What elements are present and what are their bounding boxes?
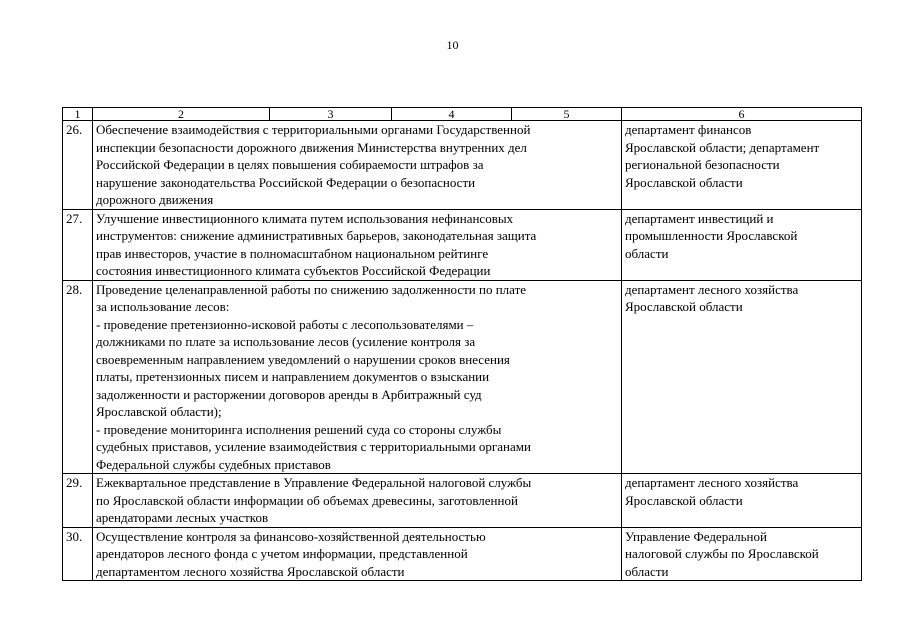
table-row <box>63 209 862 280</box>
table-row <box>63 280 862 474</box>
row-number: 29. <box>63 474 93 528</box>
responsible-department: департамент инвестиций и промышленности Ярославской области <box>622 209 862 280</box>
responsible-department: департамент финансов Ярославской области; департамент региональной безопасности Ярославской области <box>622 121 862 210</box>
row-number: 26. <box>63 121 93 210</box>
row-number: 30. <box>63 527 93 581</box>
row-number: 27. <box>63 209 93 280</box>
table-row <box>63 121 862 210</box>
column-header: 6 <box>622 108 862 121</box>
measure-description: Ежеквартальное представление в Управление Федеральной налоговой службы по Ярославской области информации об объемах древесины, заготовленной арендаторами лесных участков <box>93 474 622 528</box>
responsible-department: Управление Федеральной налоговой службы по Ярославской области <box>622 527 862 581</box>
column-header: 5 <box>512 108 622 121</box>
column-header: 3 <box>270 108 392 121</box>
measure-description: Обеспечение взаимодействия с территориальными органами Государственной инспекции безопасности дорожного движения Министерства внутренних дел Российской Федерации в целях повышения собираемости штрафов за нарушение законодательства Российской Федерации о безопасности дорожного движения <box>93 121 622 210</box>
measure-description: Осуществление контроля за финансово-хозяйственной деятельностью арендаторов лесного фонда с учетом информации, представленной департаментом лесного хозяйства Ярославской области <box>93 527 622 581</box>
row-number: 28. <box>63 280 93 474</box>
measures-table <box>62 107 862 581</box>
responsible-department: департамент лесного хозяйства Ярославской области <box>622 474 862 528</box>
responsible-department: департамент лесного хозяйства Ярославской области <box>622 280 862 474</box>
table-header-row <box>63 108 862 121</box>
column-header: 2 <box>93 108 270 121</box>
table-row <box>63 527 862 581</box>
measure-description: Улучшение инвестиционного климата путем использования нефинансовых инструментов: снижение административных барьеров, законодательная защита прав инвесторов, участие в полномасштабном национальном рейтинге состояния инвестиционного климата субъектов Российской Федерации <box>93 209 622 280</box>
page-number: 10 <box>446 38 459 52</box>
column-header: 4 <box>392 108 512 121</box>
column-header: 1 <box>63 108 93 121</box>
measure-description: Проведение целенаправленной работы по снижению задолженности по плате за использование лесов: - проведение претензионно-исковой работы с лесопользователями – должниками по плате за использование лесов (усиление контроля за своевременным направлением уведомлений о нарушении сроков внесения платы, претензионных писем и направлением документов о взыскании задолженности и расторжении договоров аренды в Арбитражный суд Ярославской области); - проведение мониторинга исполнения решений суда со стороны службы судебных приставов, усиление взаимодействия с территориальными органами Федеральной службы судебных приставов <box>93 280 622 474</box>
table-row <box>63 474 862 528</box>
